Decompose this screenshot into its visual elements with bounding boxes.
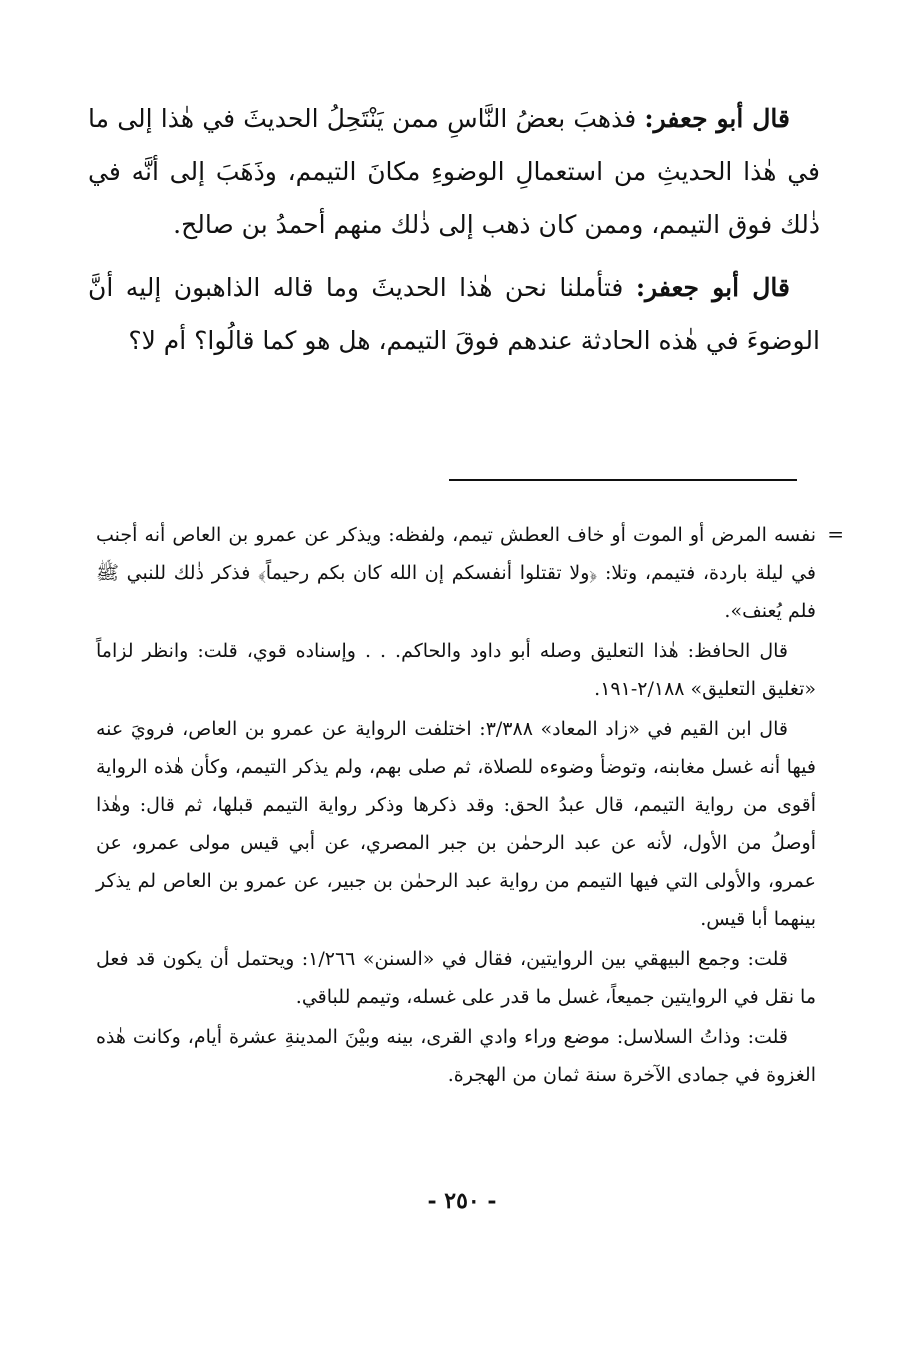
footnote-text: قلت: وذاتُ السلاسل: موضع وراء وادي القرى، بينه وبيْنَ المدينةِ عشرة أيام، وكانت هٰذه الغزوة في جمادى الآخرة سنة ثمان من الهجرة. — [96, 1026, 816, 1086]
footnote-paragraph-2 — [96, 632, 816, 708]
paragraph-text: فذهبَ بعضُ النَّاسِ ممن يَنْتَحِلُ الحديثَ في هٰذا إلى ما في هٰذا الحديثِ من استعمالِ الوضوءِ مكانَ التيمم، وذَهَبَ إلى أنَّه في ذٰلك فوق التيمم، وممن كان ذهب إلى ذٰلك منهم أحمدُ بن صالح. — [88, 104, 820, 239]
footnote-paragraph-3 — [96, 710, 816, 938]
footnote-text: نفسه المرض أو الموت أو خاف العطش تيمم، ولفظه: ويذكر عن عمرو بن العاص أنه أجنب في ليلة باردة، فتيمم، وتلا: ﴿ولا تقتلوا أنفسكم إن الله كان بكم رحيماً﴾ فذكر ذٰلك للنبي ﷺ فلم يُعنف». — [96, 524, 816, 622]
speaker-label: قال أبو جعفر: — [635, 273, 790, 302]
footnote-paragraph-1 — [96, 516, 844, 630]
footnote-text: قلت: وجمع البيهقي بين الروايتين، فقال في «السنن» ١/٢٦٦: ويحتمل أن يكون قد فعل ما نقل في الروايتين جميعاً، غسل ما قدر على غسله، وتيمم للباقي. — [96, 948, 816, 1008]
footnote-paragraph-4 — [96, 940, 816, 1016]
page-number: - ٢٥٠ - — [427, 1188, 497, 1214]
main-text-body — [88, 92, 820, 377]
main-paragraph-2 — [88, 261, 820, 367]
footnote-divider — [449, 479, 797, 481]
footnote-paragraph-5 — [96, 1018, 816, 1094]
continuation-mark: = — [827, 522, 844, 546]
footnotes-section — [96, 516, 844, 1096]
footnote-text: قال الحافظ: هٰذا التعليق وصله أبو داود والحاكم. . . وإسناده قوي، قلت: وانظر لزاماً «تغليق التعليق» ٢/١٨٨-١٩١. — [96, 640, 816, 700]
speaker-label: قال أبو جعفر: — [644, 104, 791, 133]
paragraph-text: فتأملنا نحن هٰذا الحديثَ وما قاله الذاهبون إليه أنَّ الوضوءَ في هٰذه الحادثة عندهم فوقَ التيمم، هل هو كما قالُوا؟ أم لا؟ — [88, 273, 820, 355]
footnote-text: قال ابن القيم في «زاد المعاد» ٣/٣٨٨: اختلفت الرواية عن عمرو بن العاص، فرويَ عنه فيها أنه غسل مغابنه، وتوضأ وضوءه للصلاة، ثم صلى بهم، ولم يذكر التيمم، وكأن هٰذه الرواية أقوى من رواية التيمم، قال عبدُ الحق: وقد ذكرها وذكر رواية التيمم قبلها، ثم قال: وهٰذا أوصلُ من الأول، لأنه عن عبد الرحمٰن بن جبر المصري، عن أبي قيس مولى عمرو، عن عمرو، والأولى التي فيها التيمم من رواية عبد الرحمٰن بن جبير، عن عمرو بن العاص لم يذكر بينهما أبا قيس. — [96, 718, 816, 930]
main-paragraph-1 — [88, 92, 820, 251]
